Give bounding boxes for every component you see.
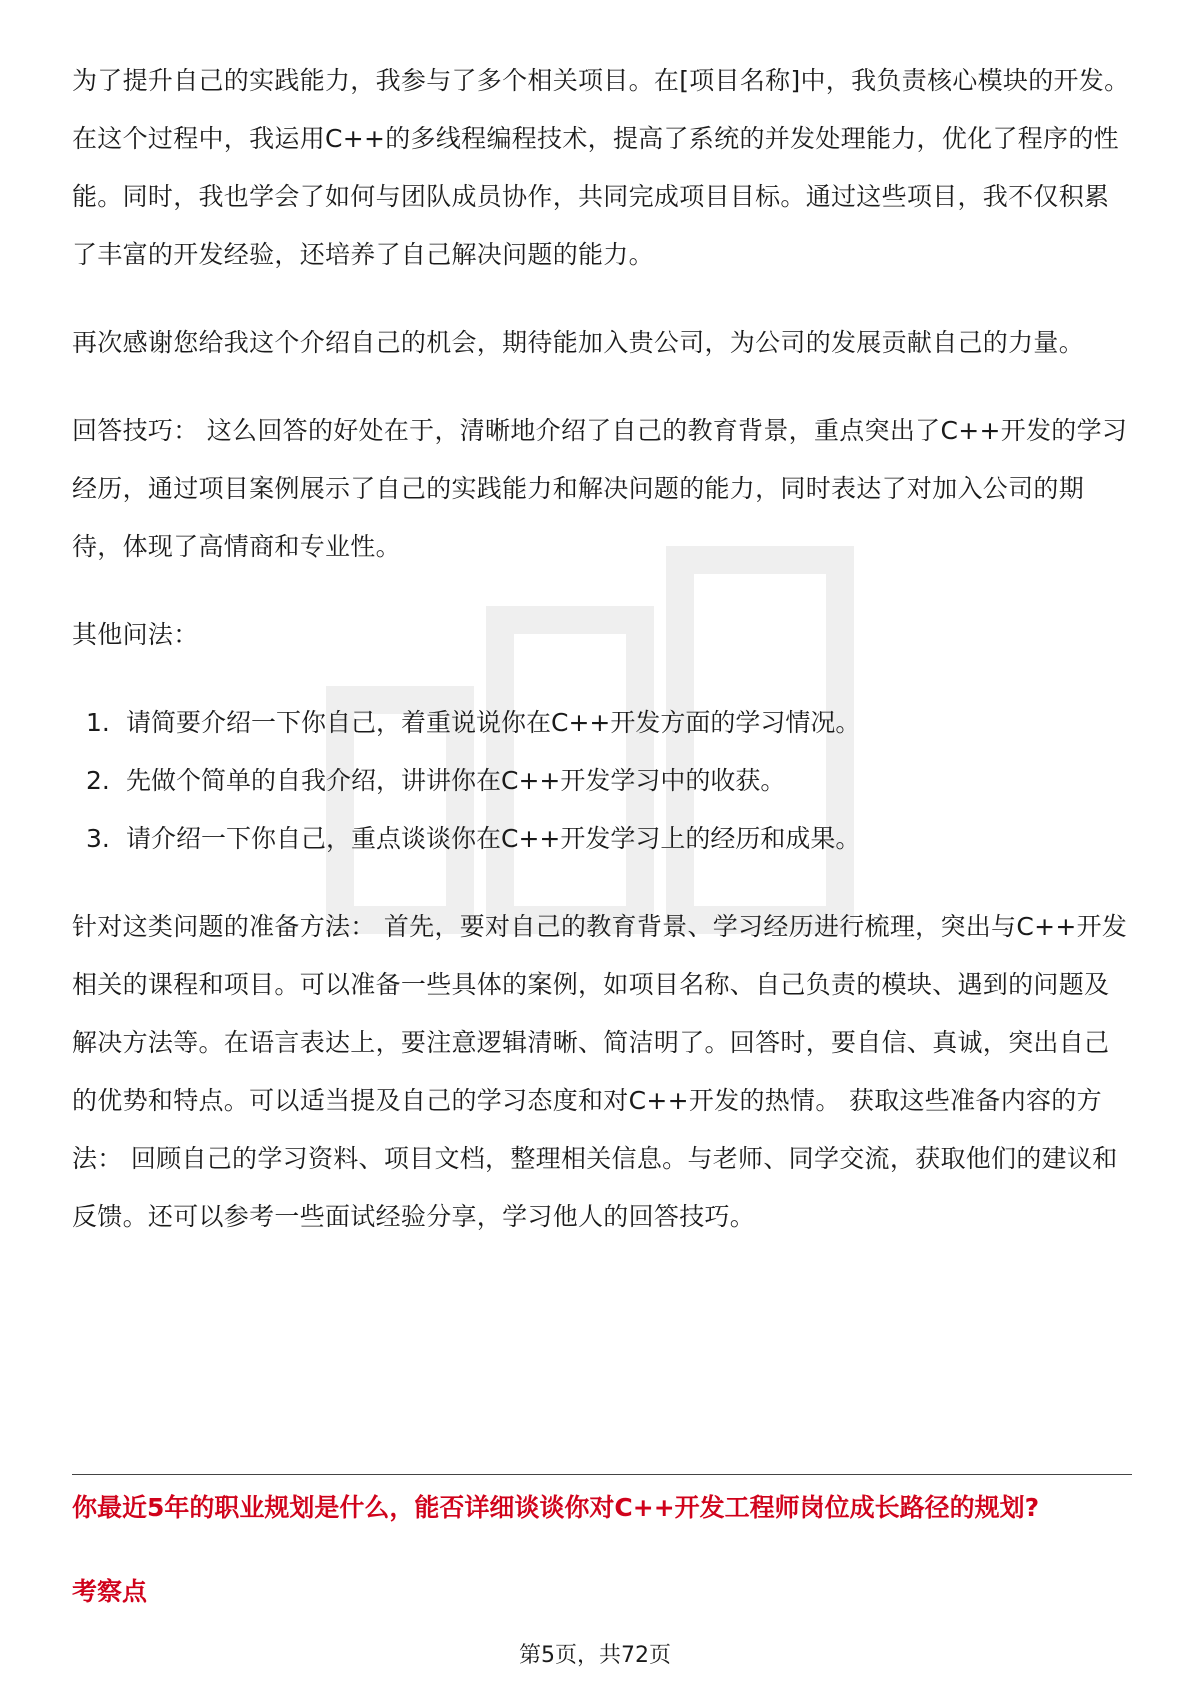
list-text: 先做个简单的自我介绍，讲讲你在C++开发学习中的收获。 — [126, 766, 786, 795]
question-heading: 你最近5年的职业规划是什么，能否详细谈谈你对C++开发工程师岗位成长路径的规划? — [72, 1493, 1040, 1522]
list-item — [72, 810, 1132, 868]
list-number: 2. — [86, 766, 110, 795]
list-item — [72, 694, 1132, 752]
document-body — [72, 52, 1132, 1276]
paragraph-projects: 为了提升自己的实践能力，我参与了多个相关项目。在[项目名称]中，我负责核心模块的开发。在这个过程中，我运用C++的多线程编程技术，提高了系统的并发处理能力，优化了程序的性能。同时，我也学会了如何与团队成员协作，共同完成项目目标。通过这些项目，我不仅积累了丰富的开发经验，还培养了自己解决问题的能力。 — [72, 66, 1130, 269]
list-number: 1. — [86, 708, 110, 737]
page-footer: 第5页，共72页 — [519, 1643, 671, 1668]
list-text: 请简要介绍一下你自己，着重说说你在C++开发方面的学习情况。 — [126, 708, 861, 737]
list-text: 请介绍一下你自己，重点谈谈你在C++开发学习上的经历和成果。 — [126, 824, 861, 853]
section-divider — [72, 1474, 1132, 1475]
paragraph-preparation: 针对这类问题的准备方法： 首先，要对自己的教育背景、学习经历进行梳理，突出与C++开发相关的课程和项目。可以准备一些具体的案例，如项目名称、自己负责的模块、遇到的问题及解决方法等。在语言表达上，要注意逻辑清晰、简洁明了。回答时，要自信、真诚，突出自己的优势和特点。可以适当提及自己的学习态度和对C++开发的热情。 获取这些准备内容的方法： 回顾自己的学习资料、项目文档，整理相关信息。与老师、同学交流，获取他们的建议和反馈。还可以参考一些面试经验分享，学习他人的回答技巧。 — [72, 912, 1128, 1231]
paragraph-closing: 再次感谢您给我这个介绍自己的机会，期待能加入贵公司，为公司的发展贡献自己的力量。 — [72, 328, 1085, 357]
paragraph-other-questions-label: 其他问法： — [72, 620, 199, 649]
list-number: 3. — [86, 824, 110, 853]
list-item — [72, 752, 1132, 810]
paragraph-answer-tips: 回答技巧： 这么回答的好处在于，清晰地介绍了自己的教育背景，重点突出了C++开发的学习经历，通过项目案例展示了自己的实践能力和解决问题的能力，同时表达了对加入公司的期待，体现了高情商和专业性。 — [72, 416, 1128, 561]
other-questions-list — [72, 694, 1132, 868]
section-heading: 考察点 — [72, 1577, 148, 1606]
